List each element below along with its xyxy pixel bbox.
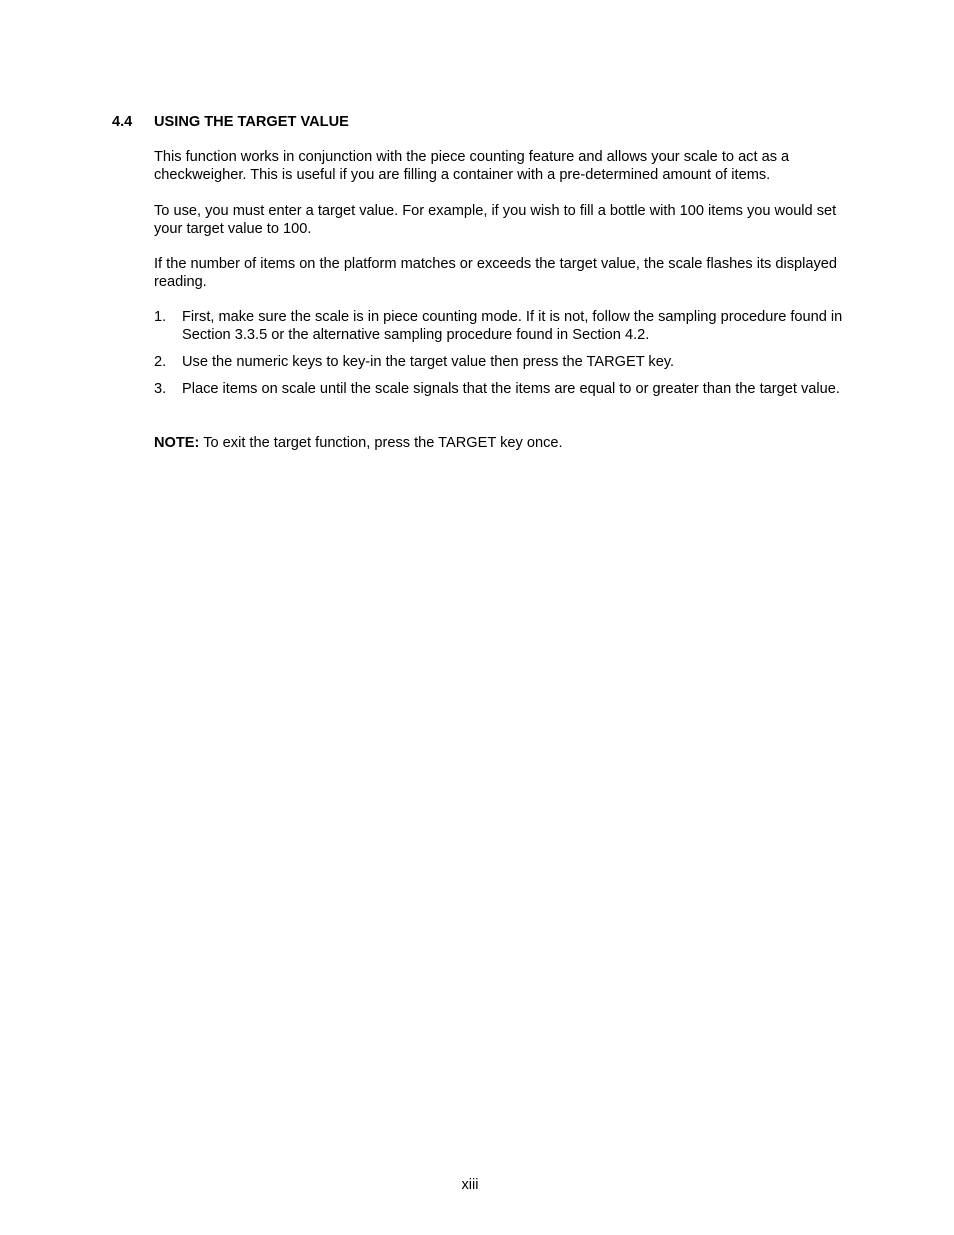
- section-heading: [112, 113, 349, 131]
- step-text: First, make sure the scale is in piece counting mode. If it is not, follow the sampling procedure found in Section 3.3.5 or the alternative sampling procedure found in Section 4.2.: [182, 309, 843, 343]
- step-item: [154, 353, 844, 371]
- page-number: xiii: [461, 1177, 479, 1193]
- paragraph-behavior: [154, 255, 844, 291]
- paragraph-text: This function works in conjunction with the piece counting feature and allows your scale to act as a checkweigher. This is useful if you are filling a container with a pre-determined amount of items.: [154, 149, 790, 183]
- step-number: 2.: [154, 354, 167, 370]
- note-label: NOTE:: [154, 435, 200, 451]
- paragraph-usage: [154, 202, 844, 238]
- step-text: Use the numeric keys to key-in the target value then press the TARGET key.: [182, 354, 675, 370]
- paragraph-text: If the number of items on the platform matches or exceeds the target value, the scale flashes its displayed reading.: [154, 256, 838, 290]
- section-title: USING THE TARGET VALUE: [154, 114, 349, 130]
- section-number: 4.4: [112, 114, 133, 130]
- procedure-steps: [154, 308, 844, 407]
- step-number: 1.: [154, 309, 167, 325]
- paragraph-text: To use, you must enter a target value. For example, if you wish to fill a bottle with 100 items you would set your target value to 100.: [154, 203, 837, 237]
- step-item: [154, 308, 844, 344]
- step-text: Place items on scale until the scale signals that the items are equal to or greater than the target value.: [182, 381, 840, 397]
- step-item: [154, 380, 844, 398]
- note: [154, 434, 844, 452]
- note-text: To exit the target function, press the TARGET key once.: [199, 435, 563, 451]
- step-number: 3.: [154, 381, 167, 397]
- paragraph-intro: [154, 148, 844, 184]
